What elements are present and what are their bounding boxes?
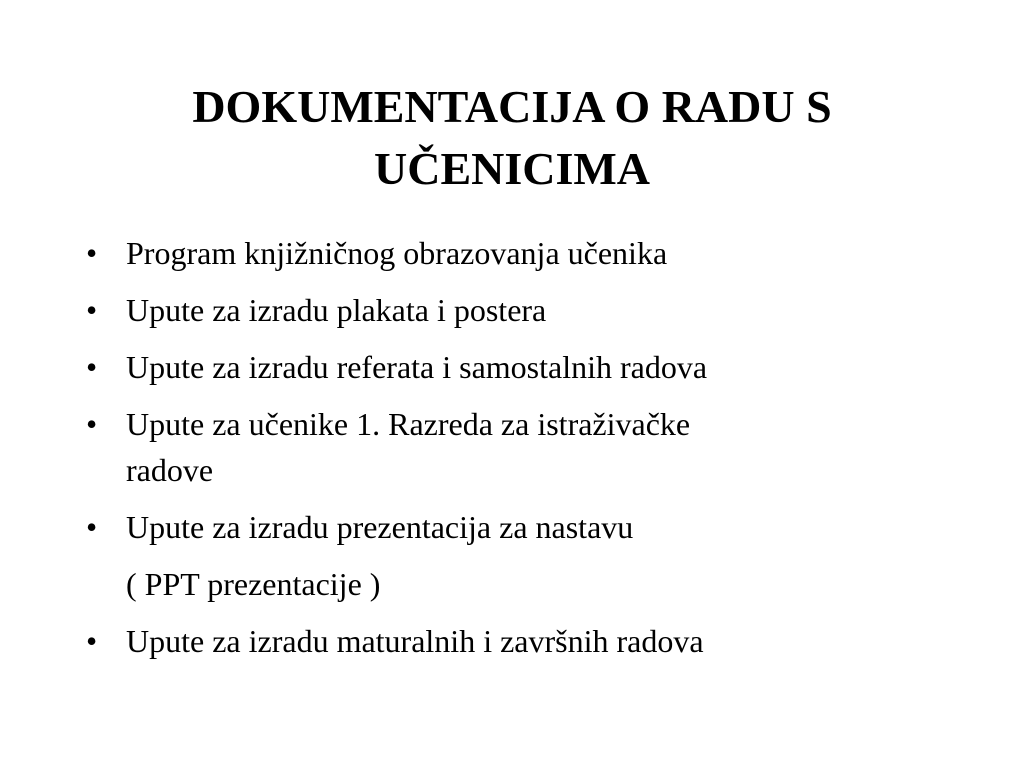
- list-item-text: Upute za izradu prezentacija za nastavu: [126, 509, 634, 545]
- slide-title: [80, 76, 944, 200]
- list-item-plakati: [86, 287, 886, 333]
- bullet-icon: •: [86, 406, 98, 442]
- title-line-2: UČENICIMA: [374, 143, 650, 194]
- list-item-prezentacije: [86, 504, 886, 550]
- list-item-program: [86, 230, 886, 276]
- list-item-text: Upute za izradu referata i samostalnih radova: [126, 349, 708, 385]
- list-item-maturalni: [86, 618, 886, 664]
- list-item-istrazivacki: [86, 401, 886, 493]
- bullet-icon: •: [86, 292, 98, 328]
- list-item-referati: [86, 344, 886, 390]
- bullet-icon: •: [86, 235, 98, 271]
- bullet-icon: •: [86, 509, 98, 545]
- title-line-1: DOKUMENTACIJA O RADU S: [192, 81, 832, 132]
- list-item-text: Upute za učenike 1. Razreda za istraživačke: [126, 406, 691, 442]
- list-item-text: Program knjižničnog obrazovanja učenika: [126, 235, 668, 271]
- bullet-icon: •: [86, 623, 98, 659]
- list-item-text: Upute za izradu maturalnih i završnih radova: [126, 623, 704, 659]
- list-item-continuation: radove: [126, 452, 214, 488]
- list-item-ppt-note: [86, 561, 886, 607]
- bullet-icon: •: [86, 349, 98, 385]
- bullet-list: [86, 230, 886, 675]
- list-item-text: ( PPT prezentacije ): [126, 566, 381, 602]
- list-item-text: Upute za izradu plakata i postera: [126, 292, 547, 328]
